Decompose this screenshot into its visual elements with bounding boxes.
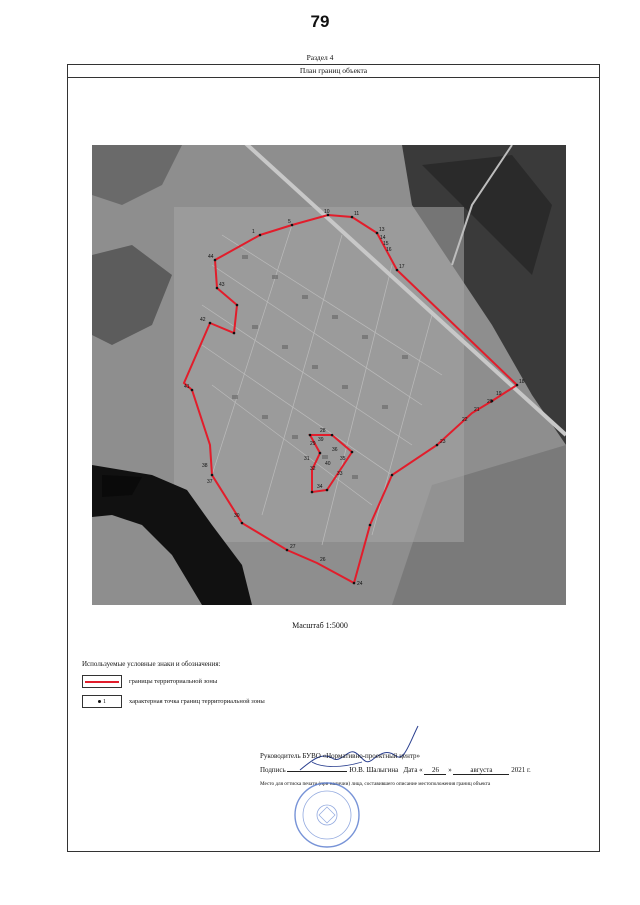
svg-text:26: 26: [320, 557, 326, 563]
page-number: 79: [310, 12, 330, 31]
svg-text:15: 15: [383, 241, 389, 247]
svg-text:22: 22: [462, 417, 468, 423]
legend-point-number: 1: [103, 698, 106, 705]
svg-text:42: 42: [200, 317, 206, 323]
svg-text:44: 44: [208, 254, 214, 260]
map-image[interactable]: [92, 145, 566, 605]
svg-text:39: 39: [318, 437, 324, 443]
legend-item-label: характерная точка границ территориальной зоны: [129, 698, 265, 705]
point-icon: [82, 695, 122, 708]
line-icon: [82, 675, 122, 688]
svg-text:40: 40: [325, 461, 331, 467]
svg-text:5: 5: [288, 219, 291, 225]
scale-label: Масштаб 1:5000: [292, 621, 348, 630]
date-month: августа: [453, 766, 509, 775]
map-svg: [92, 145, 566, 605]
seal-stamp: [287, 780, 367, 855]
svg-text:33: 33: [337, 471, 343, 477]
svg-text:10: 10: [324, 209, 330, 215]
svg-text:14: 14: [380, 235, 386, 241]
frame-title: План границ объекта: [68, 65, 599, 78]
signature-date-line: [260, 766, 531, 775]
svg-text:37: 37: [207, 479, 213, 485]
svg-text:19: 19: [496, 391, 502, 397]
legend-title: Используемые условные знаки и обозначения:: [82, 660, 221, 668]
svg-text:23: 23: [440, 439, 446, 445]
sign-label: Подпись: [260, 766, 286, 774]
svg-text:11: 11: [354, 211, 360, 217]
date-day: 26: [424, 766, 446, 775]
svg-text:17: 17: [399, 264, 405, 270]
svg-text:21: 21: [474, 407, 480, 413]
svg-text:18: 18: [519, 379, 525, 385]
svg-text:41: 41: [184, 384, 190, 390]
svg-text:1: 1: [252, 229, 255, 235]
signer-name: Ю.В. Шалыгина: [349, 766, 399, 774]
svg-text:20: 20: [487, 399, 493, 405]
date-year: 2021 г.: [511, 766, 531, 774]
svg-text:16: 16: [386, 247, 392, 253]
svg-text:32: 32: [310, 466, 316, 472]
svg-text:28: 28: [320, 428, 326, 434]
section-label: Раздел 4: [306, 53, 334, 62]
svg-text:38: 38: [202, 463, 208, 469]
svg-text:27: 27: [290, 544, 296, 550]
signature-head-line: Руководитель БУВО «Нормативно-проектный центр»: [260, 752, 421, 760]
svg-text:35: 35: [340, 456, 346, 462]
legend-item-boundary: [82, 675, 217, 688]
svg-text:24: 24: [357, 581, 363, 587]
svg-text:29: 29: [310, 441, 316, 447]
svg-text:13: 13: [379, 227, 385, 233]
svg-text:31: 31: [304, 456, 310, 462]
legend-item-label: границы территориальной зоны: [129, 678, 218, 685]
date-label: Дата «: [403, 766, 423, 774]
stamp-note: Место для оттиска печати (при наличии) лица, составившего описание местоположения границ объекта: [260, 781, 491, 787]
svg-text:43: 43: [219, 282, 225, 288]
svg-text:36: 36: [332, 447, 338, 453]
svg-text:30: 30: [234, 513, 240, 519]
svg-text:34: 34: [317, 484, 323, 490]
legend-item-point: [82, 695, 265, 708]
date-mid: »: [448, 766, 452, 774]
